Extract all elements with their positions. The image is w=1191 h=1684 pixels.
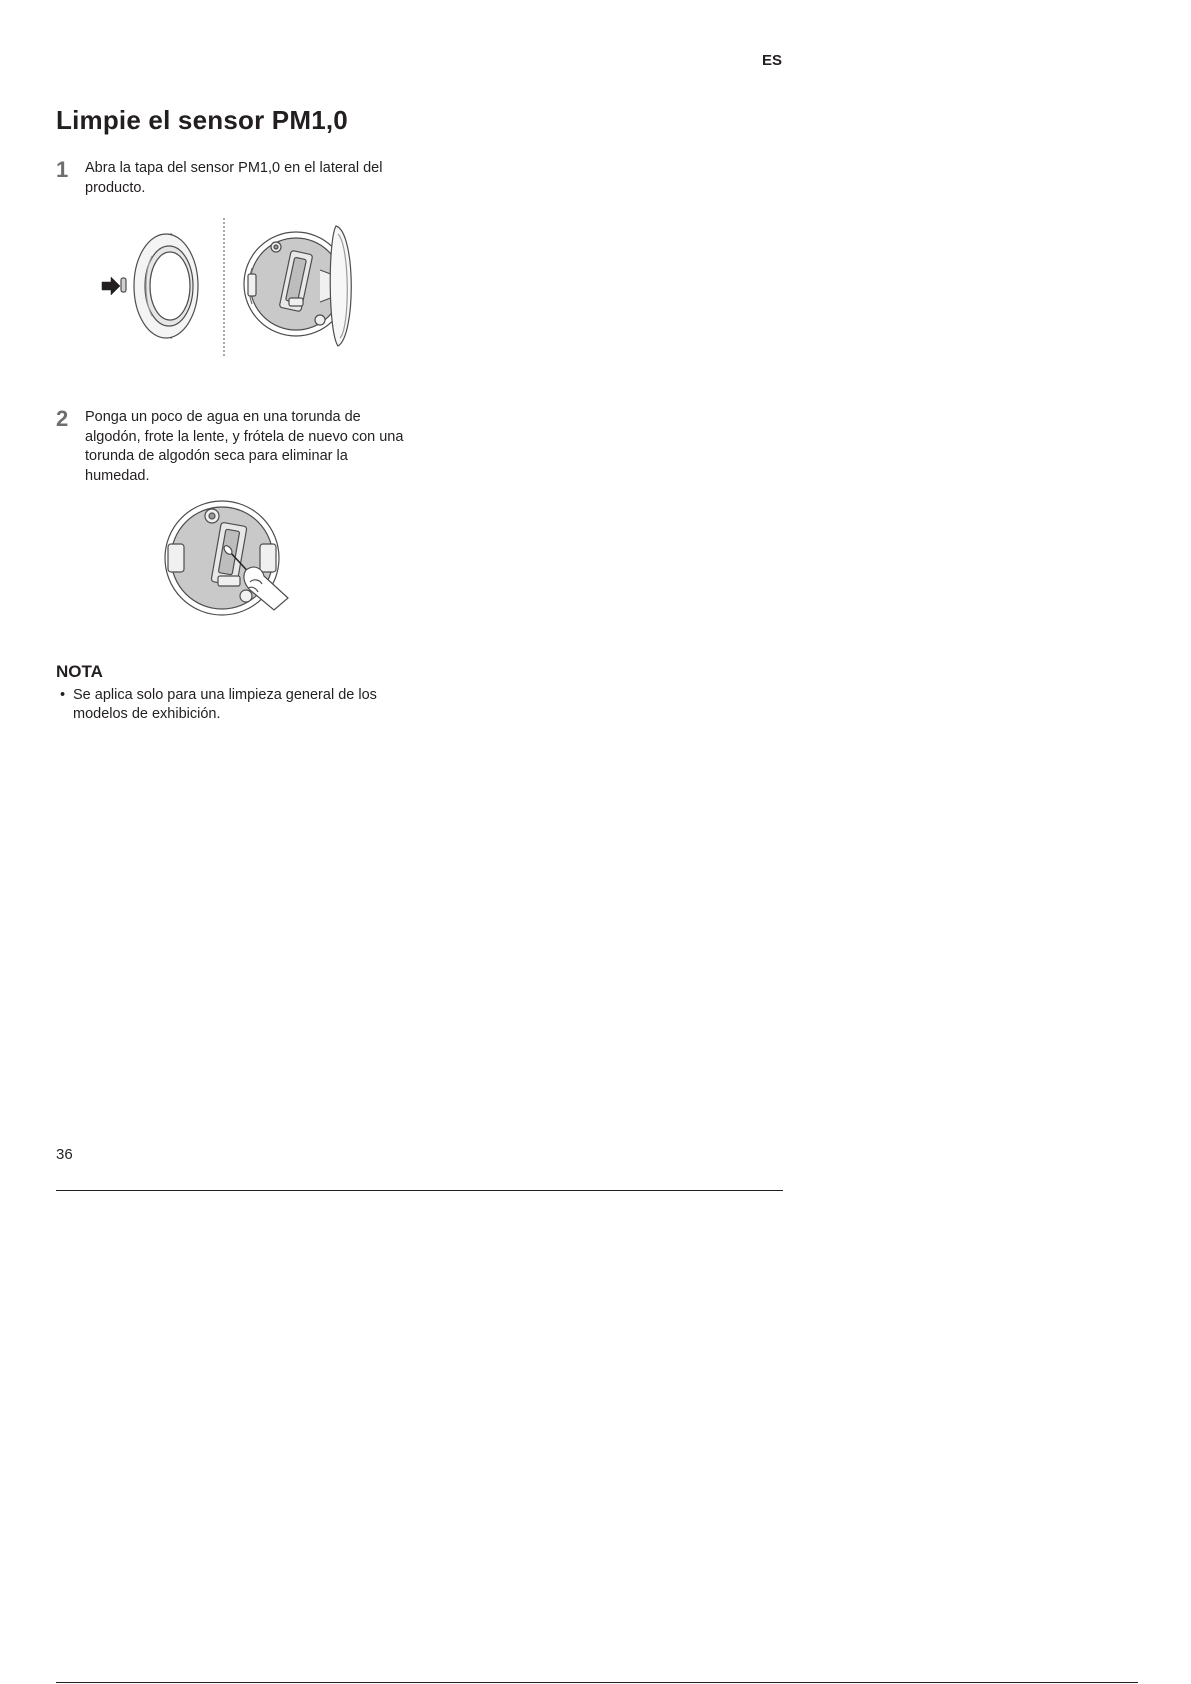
sensor-cover-open-illustration (100, 212, 360, 360)
note-heading: NOTA (56, 662, 103, 681)
footer-divider (56, 1190, 783, 1191)
arrow-right-icon (102, 277, 120, 295)
step-text: Ponga un poco de agua en una torunda de algodón, frote la lente, y frótela de nuevo con una torunda de algodón seca para eliminar la humedad. (85, 409, 404, 484)
cleaning-lens-illustration (164, 498, 294, 618)
language-code: ES (762, 52, 783, 69)
note-text: Se aplica solo para una limpieza general de los modelos de exhibición. (73, 687, 377, 722)
step-number: 1 (56, 157, 69, 182)
device-side-view (121, 234, 198, 338)
step-text: Abra la tapa del sensor PM1,0 en el lateral del producto. (85, 160, 383, 196)
page-bottom-divider (56, 1682, 1138, 1683)
device-open-cover-view (244, 226, 351, 346)
page-number: 36 (56, 1146, 73, 1163)
bullet: • (60, 687, 66, 703)
step-number: 2 (56, 406, 69, 431)
page-title: Limpie el sensor PM1,0 (56, 105, 348, 135)
